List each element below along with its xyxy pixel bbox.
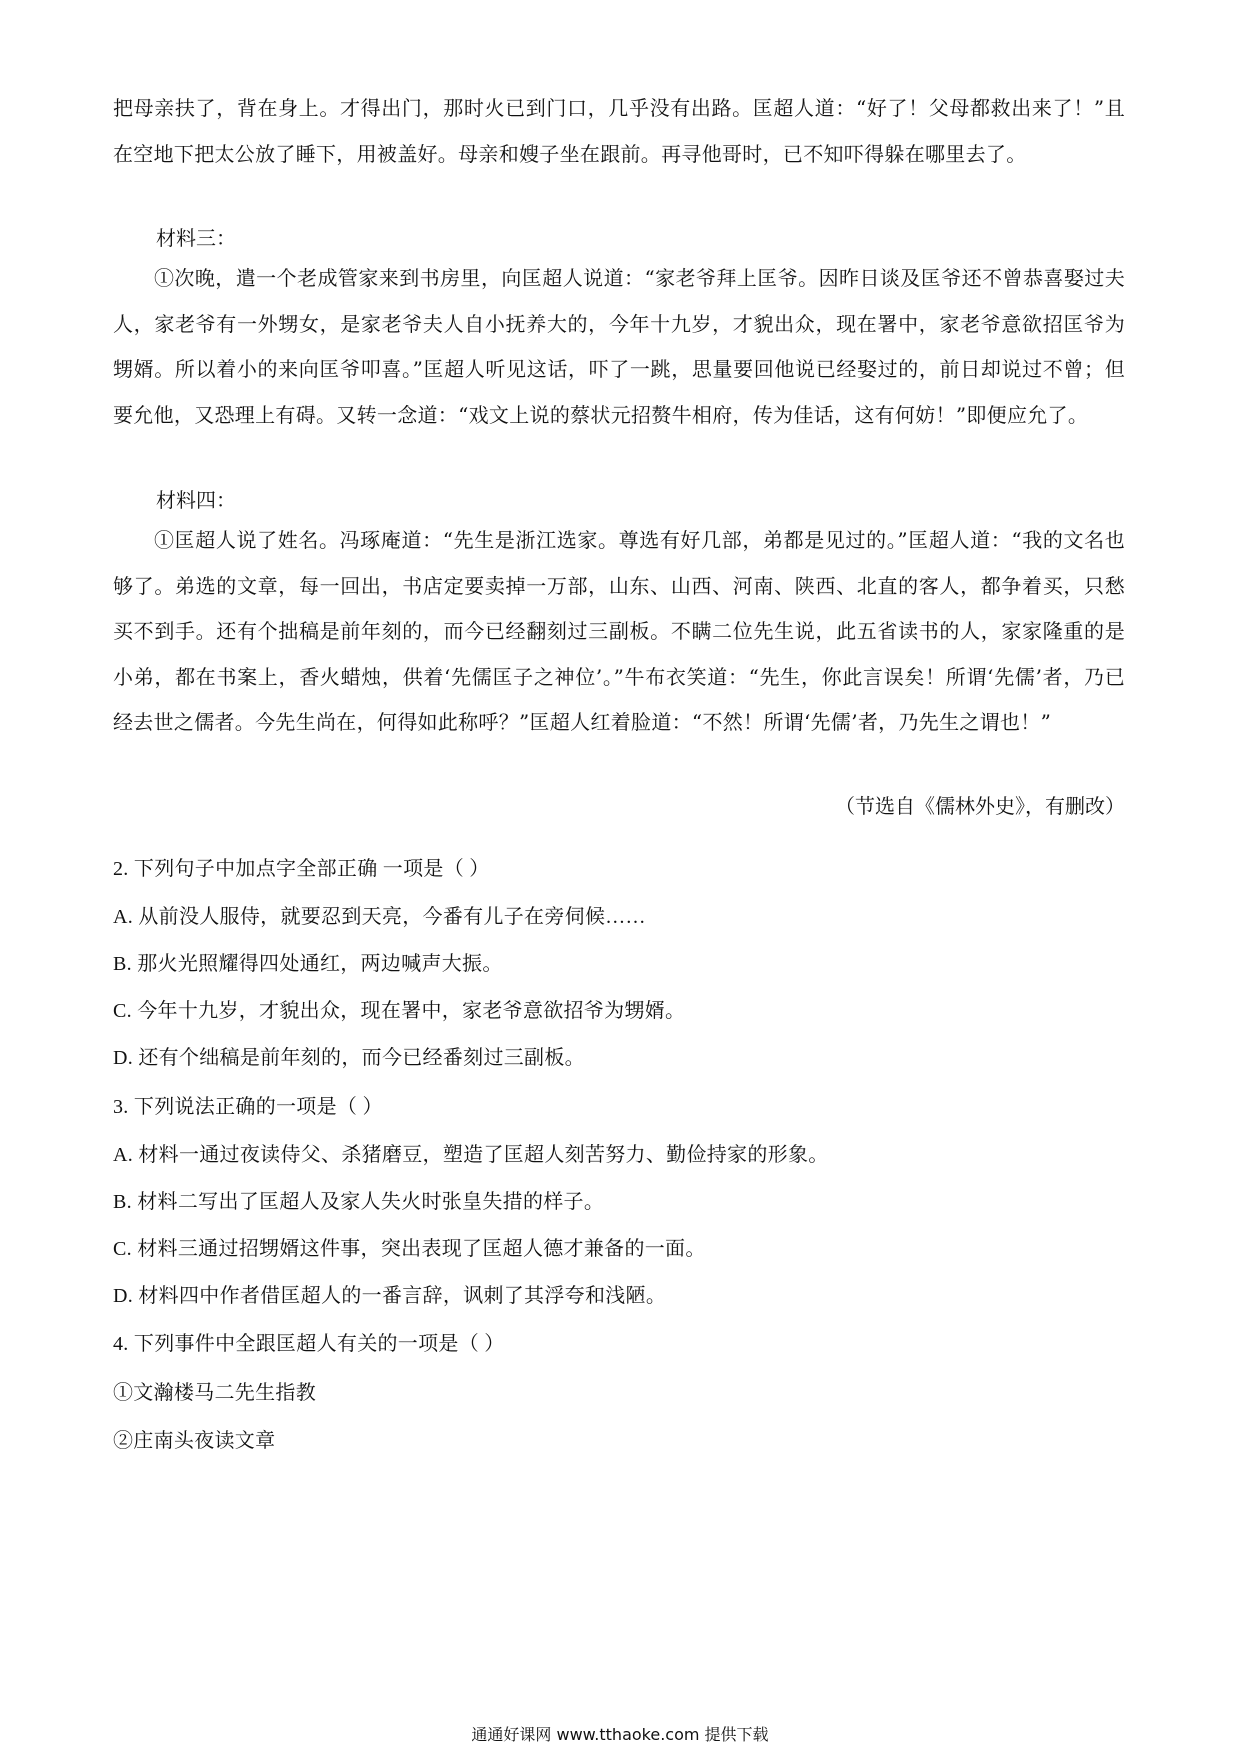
question-4-option-1: ①文瀚楼马二先生指教: [113, 1382, 316, 1404]
material-four-heading: 材料四：: [156, 488, 236, 512]
question-4-option-2: ②庄南头夜读文章: [113, 1430, 276, 1452]
question-3-option-d: D. 材料四中作者借匡超人的一番言辞，讽刺了其浮夸和浅陋。: [113, 1285, 667, 1307]
question-3-option-b: B. 材料二写出了匡超人及家人失火时张皇失措的样子。: [113, 1191, 605, 1213]
question-2-option-b: B. 那火光照耀得四处通红，两边喊声大振。: [113, 953, 503, 975]
question-3-option-a: A. 材料一通过夜读侍父、杀猪磨豆，塑造了匡超人刻苦努力、勤俭持家的形象。: [113, 1144, 829, 1166]
material-three-paragraph: ①次晚，遣一个老成管家来到书房里，向匡超人说道：“家老爷拜上匡爷。因昨日谈及匡爷还不曾恭喜娶过夫人，家老爷有一外甥女，是家老爷夫人自小抚养大的，今年十九岁，才貌出众，现在署中，家老爷意欲招匡爷为甥婿。所以着小的来向匡爷叩喜。”匡超人听见这话，吓了一跳，思量要回他说已经娶过的，前日却说过不曾；但要允他，又恐理上有碍。又转一念道：“戏文上说的蔡状元招赘牛相府，传为佳话，这有何妨！”即便应允了。: [113, 266, 1125, 427]
passage-paragraph-1: 把母亲扶了，背在身上。才得出门，那时火已到门口，几乎没有出路。匡超人道：“好了！父母都救出来了！”且在空地下把太公放了睡下，用被盖好。母亲和嫂子坐在跟前。再寻他哥时，已不知吓得躲在哪里去了。: [113, 96, 1125, 166]
question-3-stem: 3. 下列说法正确的一项是（ ）: [113, 1096, 383, 1118]
question-2-option-a: A. 从前没人服侍，就要忍到天亮，今番有儿子在旁伺候……: [113, 906, 646, 928]
download-footer: 通通好课网 www.tthaoke.com 提供下载: [471, 1725, 769, 1744]
question-2-stem: 2. 下列句子中加点字全部正确 一项是（ ）: [113, 858, 490, 880]
question-4-stem: 4. 下列事件中全跟匡超人有关的一项是（ ）: [113, 1333, 505, 1355]
material-four-paragraph: ①匡超人说了姓名。冯琢庵道：“先生是浙江选家。尊选有好几部，弟都是见过的。”匡超人道：“我的文名也够了。弟选的文章，每一回出，书店定要卖掉一万部，山东、山西、河南、陕西、北直的客人，都争着买，只愁买不到手。还有个拙稿是前年刻的，而今已经翻刻过三副板。不瞒二位先生说，此五省读书的人，家家隆重的是小弟，都在书案上，香火蜡烛，供着‘先儒匡子之神位’。”牛布衣笑道：“先生，你此言误矣！所谓‘先儒’者，乃已经去世之儒者。今先生尚在，何得如此称呼？”匡超人红着脸道：“不然！所谓‘先儒’者，乃先生之谓也！”: [113, 528, 1125, 734]
question-3-option-c: C. 材料三通过招甥婿这件事，突出表现了匡超人德才兼备的一面。: [113, 1238, 706, 1260]
question-2-option-d: D. 还有个绌稿是前年刻的，而今已经番刻过三副板。: [113, 1047, 585, 1069]
source-citation: （节选自《儒林外史》，有删改）: [835, 794, 1125, 818]
question-2-option-c: C. 今年十九岁，才貌出众，现在署中，家老爷意欲招爷为甥婿。: [113, 1000, 686, 1022]
material-three-heading: 材料三：: [156, 226, 236, 250]
